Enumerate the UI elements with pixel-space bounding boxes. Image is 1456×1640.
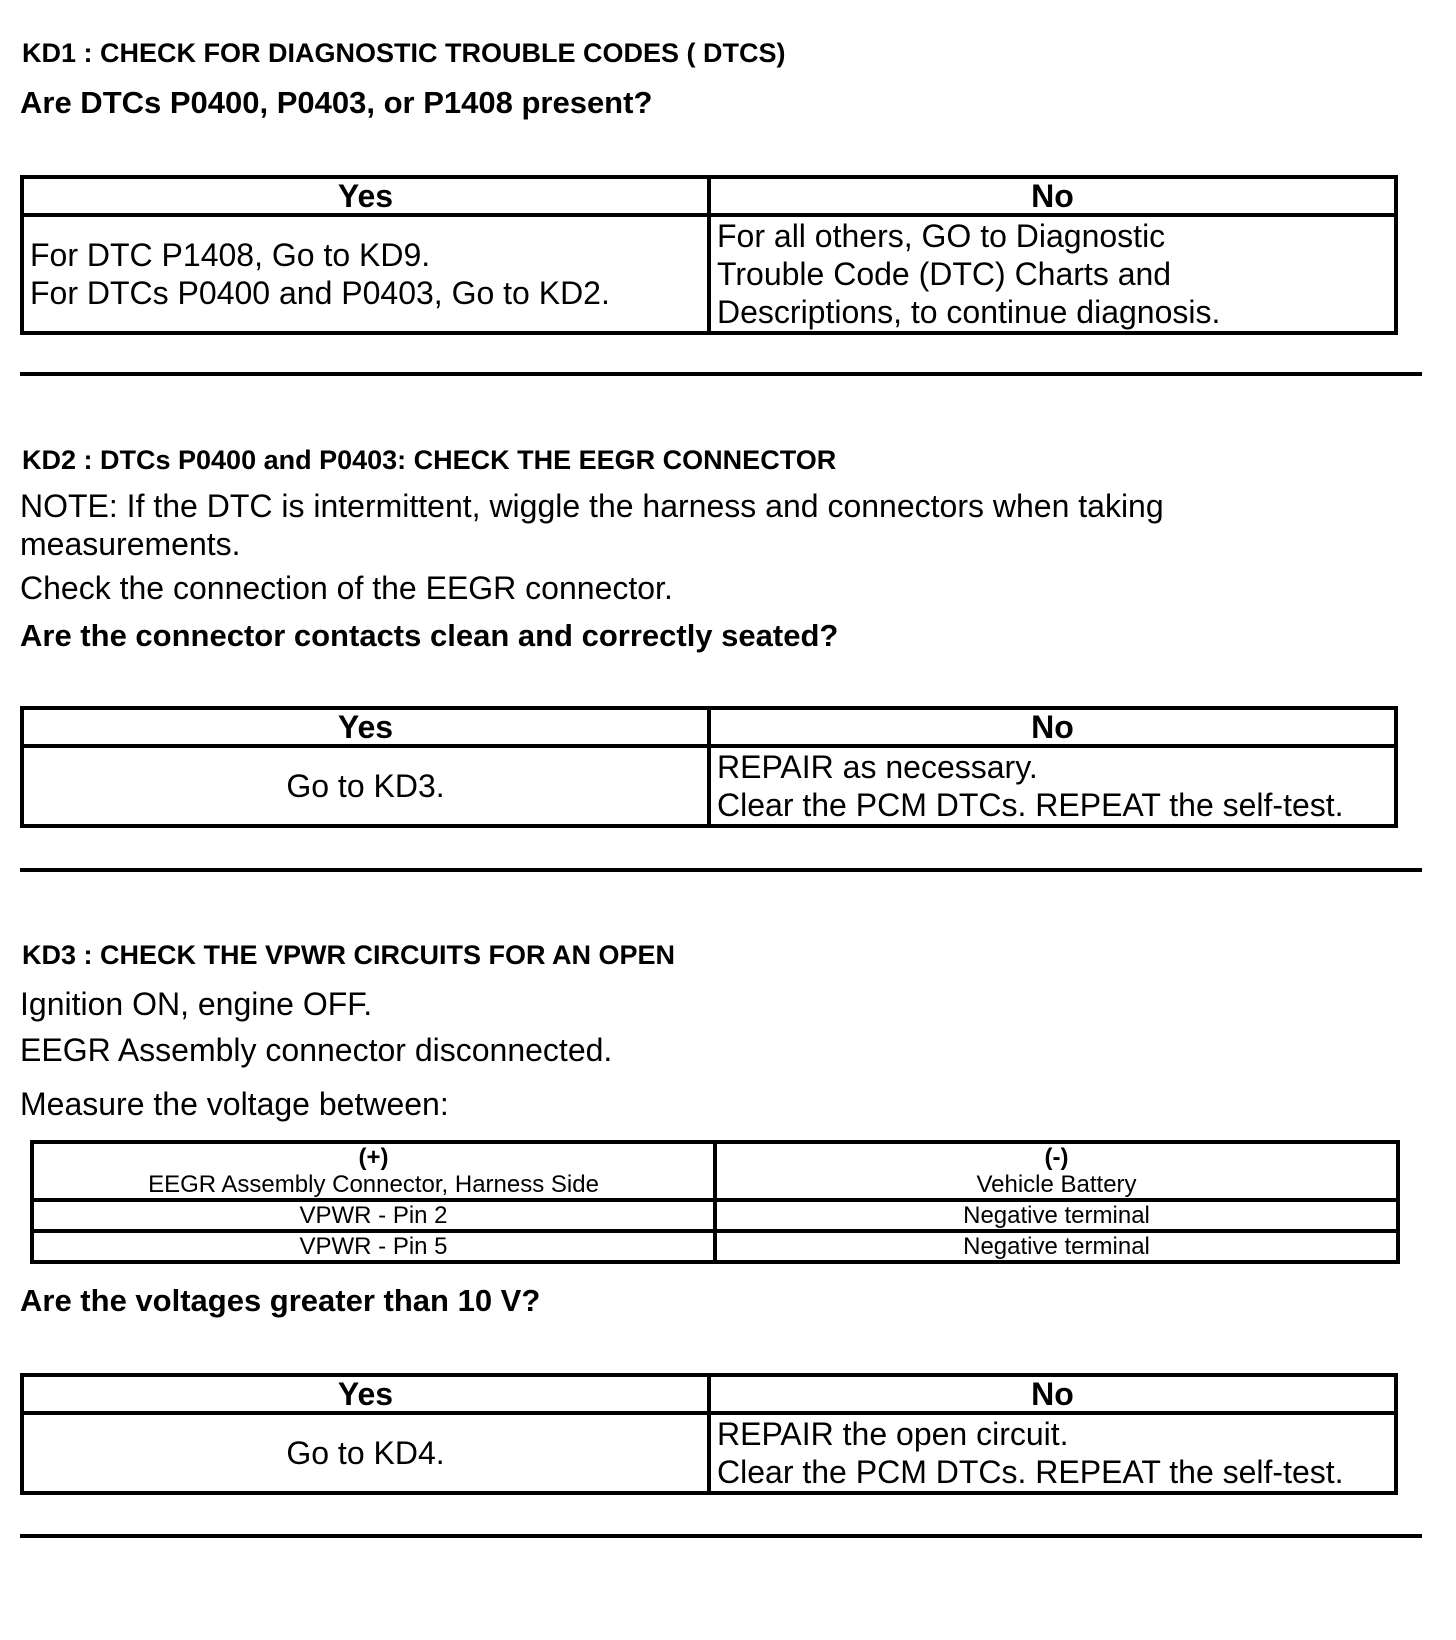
no-header: No (709, 177, 1396, 215)
kd3-title: KD3 : CHECK THE VPWR CIRCUITS FOR AN OPEN (22, 940, 676, 970)
measure-cell: Negative terminal (715, 1200, 1398, 1231)
yes-header: Yes (22, 708, 709, 746)
measure-cell: Negative terminal (715, 1231, 1398, 1262)
negative-symbol: (-) (1044, 1144, 1069, 1171)
measure-header-positive (32, 1142, 715, 1200)
kd2-question: Are the connector contacts clean and correctly seated? (20, 618, 839, 653)
section-divider (20, 372, 1422, 376)
no-line: Clear the PCM DTCs. REPEAT the self-test. (717, 787, 1344, 823)
kd3-measure-table (30, 1140, 1400, 1264)
kd1-title: KD1 : CHECK FOR DIAGNOSTIC TROUBLE CODES ( DTCS) (22, 38, 786, 68)
no-line: REPAIR as necessary. (717, 749, 1038, 785)
measure-header-negative (715, 1142, 1398, 1200)
section-divider (20, 1534, 1422, 1538)
kd2-instruction: Check the connection of the EEGR connector. (20, 570, 673, 606)
kd1-yes-no-table (20, 175, 1398, 335)
positive-label: EEGR Assembly Connector, Harness Side (148, 1171, 599, 1198)
kd3-question: Are the voltages greater than 10 V? (20, 1283, 541, 1318)
no-line: For all others, GO to Diagnostic (717, 218, 1166, 254)
positive-symbol: (+) (358, 1144, 389, 1171)
yes-header: Yes (22, 1375, 709, 1413)
no-header: No (709, 708, 1396, 746)
kd3-line-measure: Measure the voltage between: (20, 1086, 449, 1122)
section-divider (20, 868, 1422, 872)
kd2-note (20, 487, 1164, 563)
measure-cell: VPWR - Pin 5 (32, 1231, 715, 1262)
no-line: Descriptions, to continue diagnosis. (717, 294, 1221, 330)
kd3-yes-no-table (20, 1373, 1398, 1495)
no-header: No (709, 1375, 1396, 1413)
kd2-note-line: measurements. (20, 526, 241, 562)
yes-cell: Go to KD3. (22, 746, 709, 826)
yes-line: For DTCs P0400 and P0403, Go to KD2. (30, 275, 610, 311)
measure-cell: VPWR - Pin 2 (32, 1200, 715, 1231)
yes-line: For DTC P1408, Go to KD9. (30, 237, 431, 273)
no-line: Clear the PCM DTCs. REPEAT the self-test. (717, 1454, 1344, 1490)
kd3-line-connector: EEGR Assembly connector disconnected. (20, 1032, 613, 1068)
yes-cell: Go to KD4. (22, 1413, 709, 1493)
no-cell (709, 746, 1396, 826)
no-cell (709, 1413, 1396, 1493)
kd3-line-ignition: Ignition ON, engine OFF. (20, 986, 373, 1022)
no-line: Trouble Code (DTC) Charts and (717, 256, 1172, 292)
yes-cell (22, 215, 709, 333)
kd2-title: KD2 : DTCs P0400 and P0403: CHECK THE EEGR CONNECTOR (22, 445, 837, 475)
negative-label: Vehicle Battery (976, 1171, 1137, 1198)
kd1-question: Are DTCs P0400, P0403, or P1408 present? (20, 85, 653, 120)
yes-header: Yes (22, 177, 709, 215)
kd2-note-line: NOTE: If the DTC is intermittent, wiggle the harness and connectors when taking (20, 488, 1164, 524)
kd2-yes-no-table (20, 706, 1398, 828)
no-cell (709, 215, 1396, 333)
no-line: REPAIR the open circuit. (717, 1416, 1069, 1452)
